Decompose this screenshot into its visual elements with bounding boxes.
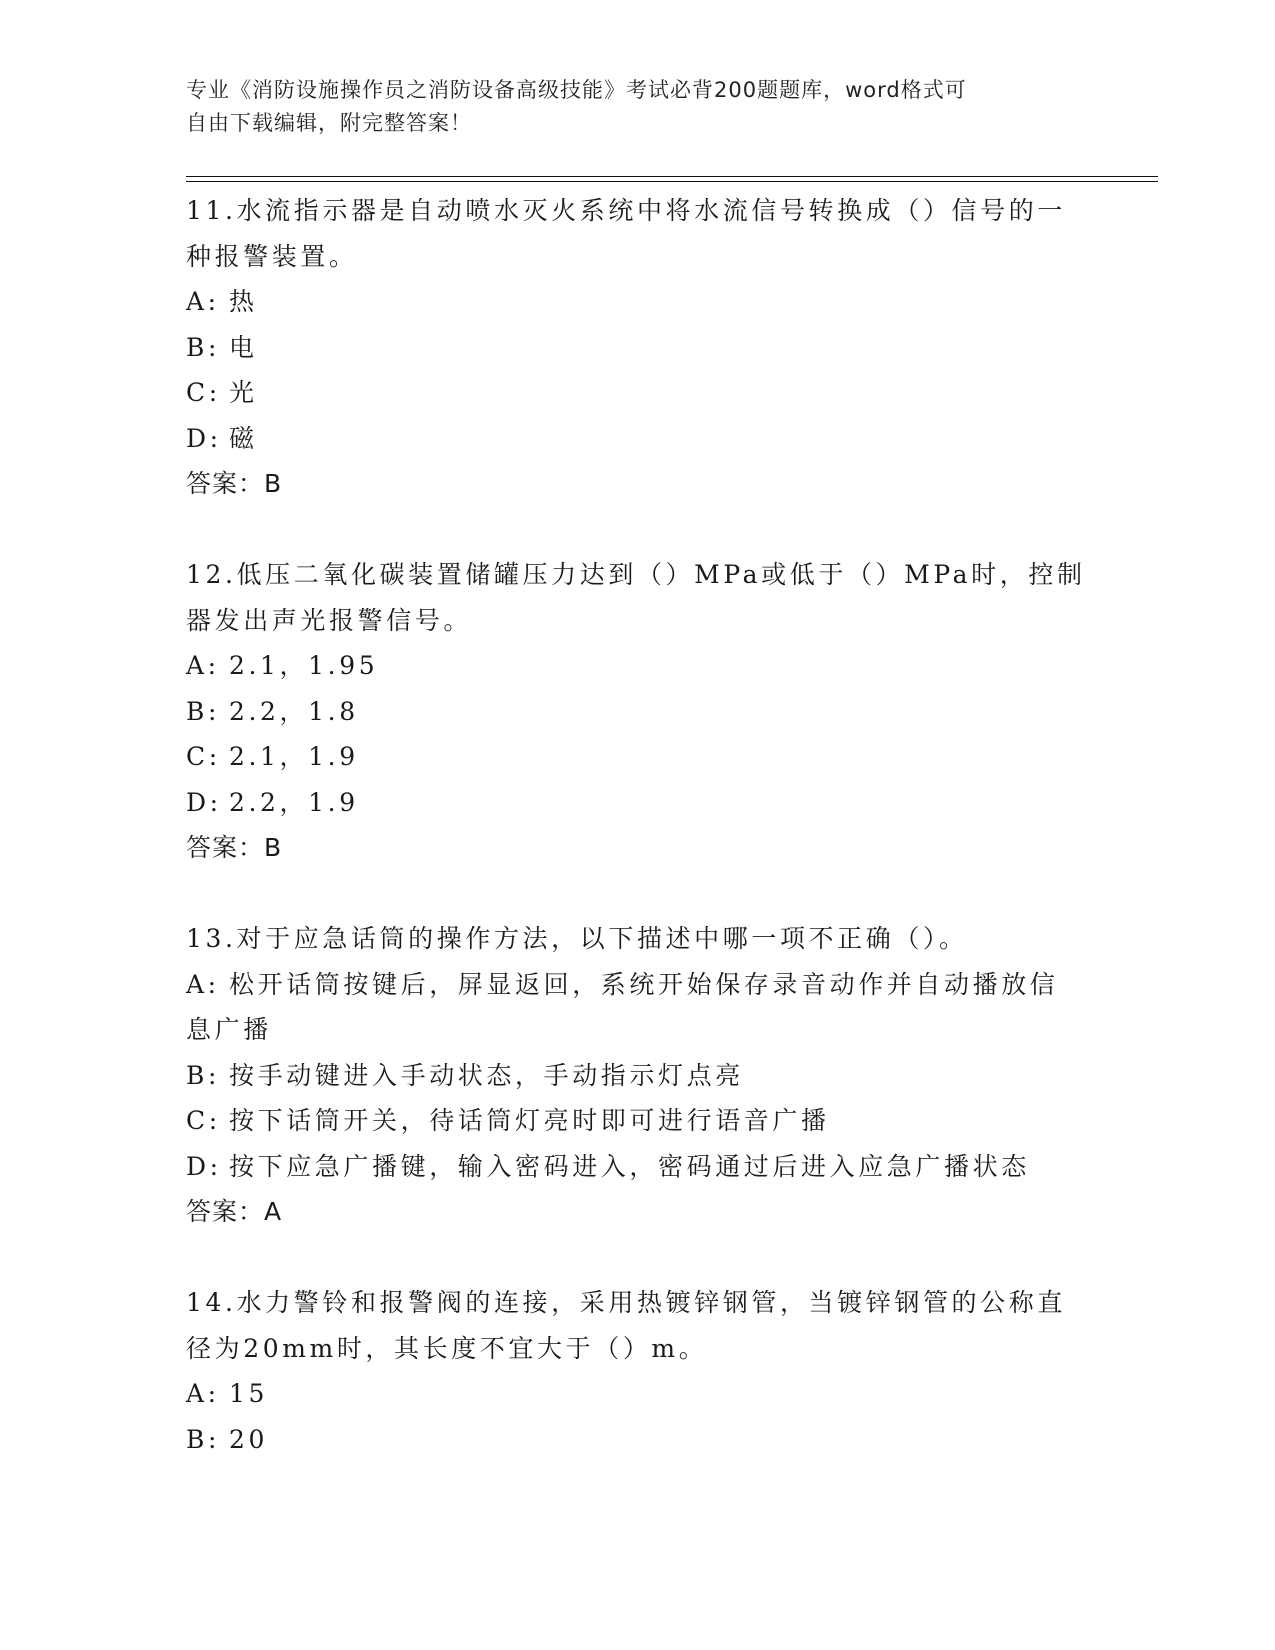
header-divider-top	[186, 176, 1158, 177]
header-divider-bottom	[186, 181, 1158, 182]
option-a	[186, 1371, 1086, 1417]
header-line-2: 自由下载编辑，附完整答案！	[186, 111, 472, 135]
option-value: 2.1，1.95	[229, 651, 379, 680]
option-b	[186, 1053, 1086, 1099]
option-letter: B:	[186, 696, 220, 726]
option-value: 磁	[229, 423, 258, 453]
option-value: 20	[229, 1424, 269, 1454]
option-value: 按下话筒开关，待话筒灯亮时即可进行语音广播	[229, 1106, 830, 1135]
question-text-continued: 种报警装置。	[186, 241, 358, 271]
question-spacer	[186, 507, 1086, 553]
option-b	[186, 1417, 1086, 1463]
option-a-continued: 息广播	[186, 1015, 272, 1044]
option-value: 热	[229, 287, 258, 316]
option-b	[186, 325, 1086, 371]
question-text: 13.对于应急话筒的操作方法，以下描述中哪一项不正确（）。	[186, 924, 968, 953]
option-value: 15	[229, 1379, 269, 1408]
option-c	[186, 734, 1086, 780]
question-13	[186, 916, 1086, 1235]
question-14	[186, 1280, 1086, 1462]
option-letter: D:	[186, 1151, 222, 1181]
option-a	[186, 643, 1086, 689]
question-text: 12.低压二氧化碳装置储罐压力达到（）MPa或低于（）MPa时，控制	[186, 560, 1086, 589]
option-letter: C:	[186, 378, 221, 407]
document-header	[186, 74, 1086, 140]
option-letter: C:	[186, 1106, 221, 1135]
option-letter: A:	[186, 651, 220, 680]
option-d	[186, 1144, 1086, 1190]
answer-line: 答案：B	[186, 833, 283, 862]
option-value: 电	[229, 332, 258, 362]
option-a	[186, 279, 1086, 325]
question-spacer	[186, 1235, 1086, 1281]
question-list	[186, 188, 1086, 1462]
answer-line: 答案：B	[186, 469, 283, 498]
option-value: 2.2，1.9	[229, 787, 359, 817]
option-a	[186, 962, 1086, 1008]
question-11	[186, 188, 1086, 507]
option-letter: D:	[186, 423, 222, 453]
option-d	[186, 780, 1086, 826]
question-text: 11.水流指示器是自动喷水灭火系统中将水流信号转换成（）信号的一	[186, 196, 1066, 225]
answer-line: 答案：A	[186, 1197, 283, 1226]
option-letter: B:	[186, 1060, 220, 1090]
option-value: 按下应急广播键，输入密码进入，密码通过后进入应急广播状态	[229, 1151, 1030, 1181]
option-value: 按手动键进入手动状态，手动指示灯点亮	[229, 1060, 744, 1090]
option-letter: A:	[186, 287, 220, 316]
question-text-continued: 径为20mm时，其长度不宜大于（）m。	[186, 1333, 708, 1363]
question-text: 14.水力警铃和报警阀的连接，采用热镀锌钢管，当镀锌钢管的公称直	[186, 1288, 1066, 1317]
header-line-1: 专业《消防设施操作员之消防设备高级技能》考试必背200题题库，word格式可	[186, 78, 967, 102]
option-letter: D:	[186, 787, 222, 817]
question-spacer	[186, 871, 1086, 917]
option-c	[186, 370, 1086, 416]
option-value: 2.1，1.9	[229, 742, 359, 771]
option-letter: B:	[186, 332, 220, 362]
option-b	[186, 689, 1086, 735]
option-value: 光	[229, 378, 258, 407]
option-c	[186, 1098, 1086, 1144]
question-text-continued: 器发出声光报警信号。	[186, 605, 473, 635]
option-letter: A:	[186, 969, 220, 999]
option-letter: B:	[186, 1424, 220, 1454]
option-d	[186, 416, 1086, 462]
option-letter: A:	[186, 1379, 220, 1408]
question-12	[186, 552, 1086, 871]
option-value: 松开话筒按键后，屏显返回，系统开始保存录音动作并自动播放信	[229, 969, 1059, 999]
option-letter: C:	[186, 742, 221, 771]
option-value: 2.2，1.8	[229, 696, 359, 726]
